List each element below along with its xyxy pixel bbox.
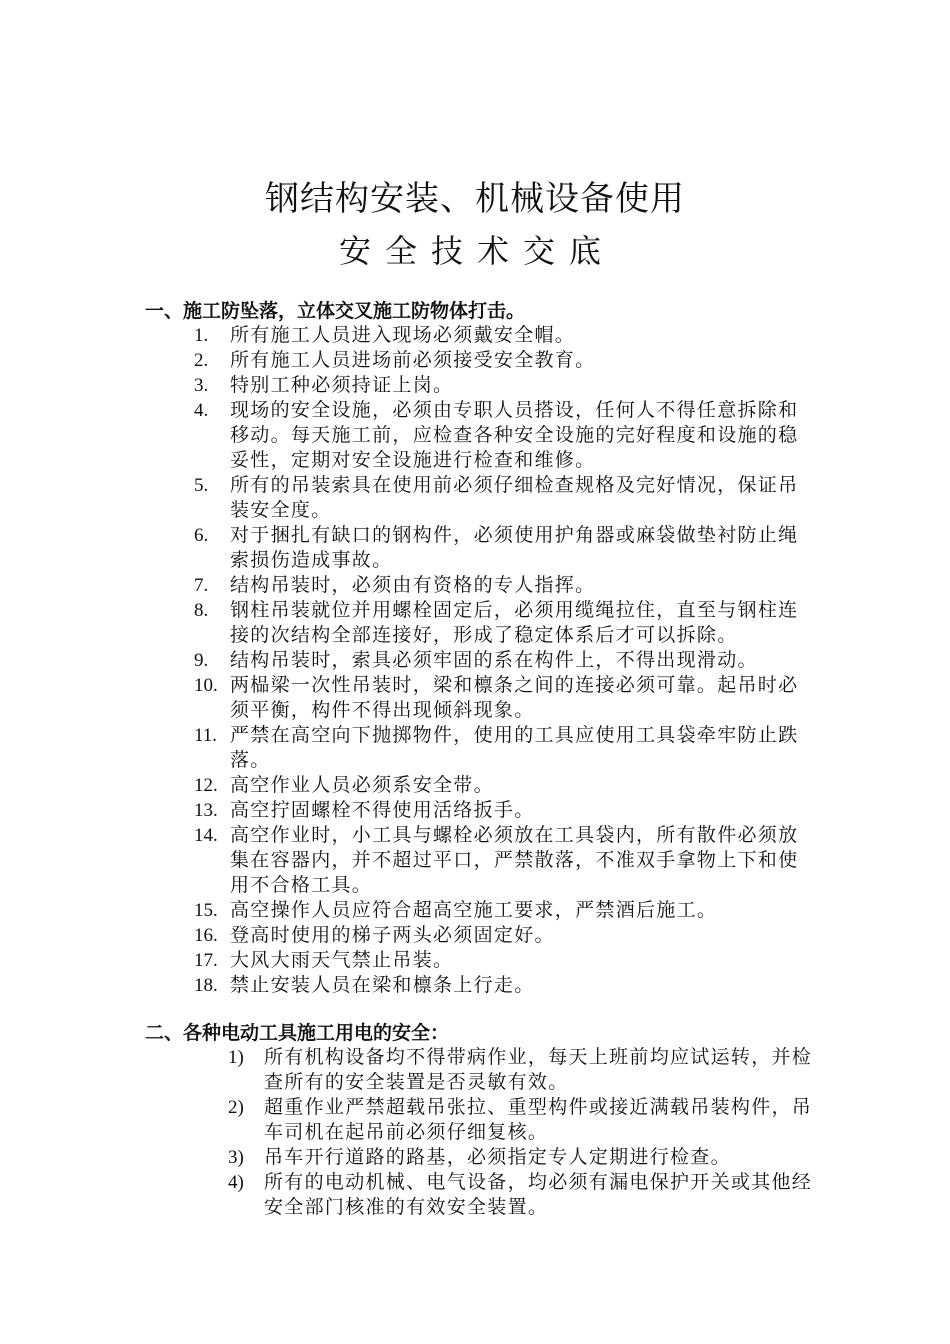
- document-title: 钢结构安装、机械设备使用: [265, 179, 685, 219]
- item-number: 2): [228, 1097, 244, 1118]
- list-item: [194, 648, 814, 673]
- section-heading-1: 一、施工防坠落，立体交叉施工防物体打击。: [145, 300, 526, 322]
- list-item: [228, 1145, 818, 1170]
- item-text: 特别工种必须持证上岗。: [230, 374, 454, 396]
- item-text: 大风大雨天气禁止吊装。: [230, 949, 454, 971]
- item-number: 10.: [194, 675, 218, 696]
- list-item: [194, 723, 814, 773]
- item-text: 严禁在高空向下抛掷物件，使用的工具应使用工具袋牵牢防止跌落。: [230, 724, 799, 771]
- item-text: 所有施工人员进场前必须接受安全教育。: [230, 349, 596, 371]
- item-text: 禁止安装人员在梁和檩条上行走。: [230, 974, 535, 996]
- list-item: [194, 948, 814, 973]
- item-number: 11.: [194, 725, 218, 746]
- item-number: 3): [228, 1147, 244, 1168]
- item-number: 18.: [194, 975, 218, 996]
- item-text: 所有施工人员进入现场必须戴安全帽。: [230, 324, 576, 346]
- list-item: [194, 473, 814, 523]
- item-text: 对于捆扎有缺口的钢构件，必须使用护角器或麻袋做垫衬防止绳索损伤造成事故。: [230, 524, 799, 571]
- item-number: 8.: [194, 600, 209, 621]
- item-text: 所有的电动机械、电气设备，均必须有漏电保护开关或其他经安全部门核准的有效安全装置。: [264, 1171, 813, 1218]
- list-item: [228, 1095, 818, 1145]
- item-number: 16.: [194, 925, 218, 946]
- item-text: 所有机构设备均不得带病作业，每天上班前均应试运转，并检查所有的安全装置是否灵敏有效。: [264, 1046, 813, 1093]
- section-2-list: [228, 1045, 818, 1220]
- list-item: [194, 973, 814, 998]
- item-number: 9.: [194, 650, 209, 671]
- item-number: 13.: [194, 800, 218, 821]
- item-text: 吊车开行道路的路基，必须指定专人定期进行检查。: [264, 1146, 731, 1168]
- list-item: [194, 898, 814, 923]
- item-number: 17.: [194, 950, 218, 971]
- list-item: [194, 348, 814, 373]
- item-text: 结构吊装时，必须由有资格的专人指挥。: [230, 574, 596, 596]
- section-heading-2: 二、各种电动工具施工用电的安全：: [145, 1022, 450, 1044]
- item-text: 高空操作人员应符合超高空施工要求，严禁酒后施工。: [230, 899, 718, 921]
- item-number: 14.: [194, 825, 218, 846]
- item-number: 1): [228, 1047, 244, 1068]
- item-number: 3.: [194, 375, 209, 396]
- list-item: [194, 398, 814, 473]
- item-text: 所有的吊装索具在使用前必须仔细检查规格及完好情况，保证吊装安全度。: [230, 474, 799, 521]
- list-item: [194, 573, 814, 598]
- list-item: [194, 923, 814, 948]
- item-number: 12.: [194, 775, 218, 796]
- list-item: [228, 1045, 818, 1095]
- item-text: 现场的安全设施，必须由专职人员搭设，任何人不得任意拆除和移动。每天施工前，应检查各种安全设施的完好程度和设施的稳妥性，定期对安全设施进行检查和维修。: [230, 399, 799, 471]
- list-item: [194, 523, 814, 573]
- list-item: [194, 798, 814, 823]
- item-text: 高空拧固螺栓不得使用活络扳手。: [230, 799, 535, 821]
- item-text: 高空作业人员必须系安全带。: [230, 774, 494, 796]
- item-number: 2.: [194, 350, 209, 371]
- list-item: [194, 673, 814, 723]
- item-text: 超重作业严禁超载吊张拉、重型构件或接近满载吊装构件，吊车司机在起吊前必须仔细复核。: [264, 1096, 813, 1143]
- list-item: [194, 323, 814, 348]
- item-number: 4): [228, 1172, 244, 1193]
- item-text: 高空作业时，小工具与螺栓必须放在工具袋内，所有散件必须放集在容器内，并不超过平口，严禁散落，不准双手拿物上下和使用不合格工具。: [230, 824, 799, 896]
- item-number: 4.: [194, 400, 209, 421]
- list-item: [228, 1170, 818, 1220]
- item-text: 登高时使用的梯子两头必须固定好。: [230, 924, 555, 946]
- document-subtitle: 安全技术交底: [338, 232, 615, 270]
- item-number: 5.: [194, 475, 209, 496]
- list-item: [194, 598, 814, 648]
- item-text: 钢柱吊装就位并用螺栓固定后，必须用缆绳拉住，直至与钢柱连接的次结构全部连接好，形成了稳定体系后才可以拆除。: [230, 599, 799, 646]
- item-text: 结构吊装时，索具必须牢固的系在构件上，不得出现滑动。: [230, 649, 758, 671]
- list-item: [194, 373, 814, 398]
- list-item: [194, 823, 814, 898]
- item-number: 6.: [194, 525, 209, 546]
- list-item: [194, 773, 814, 798]
- item-number: 1.: [194, 325, 209, 346]
- item-number: 7.: [194, 575, 209, 596]
- item-text: 两榀梁一次性吊装时，梁和檩条之间的连接必须可靠。起吊时必须平衡，构件不得出现倾斜现象。: [230, 674, 799, 721]
- section-1-list: [194, 323, 814, 998]
- item-number: 15.: [194, 900, 218, 921]
